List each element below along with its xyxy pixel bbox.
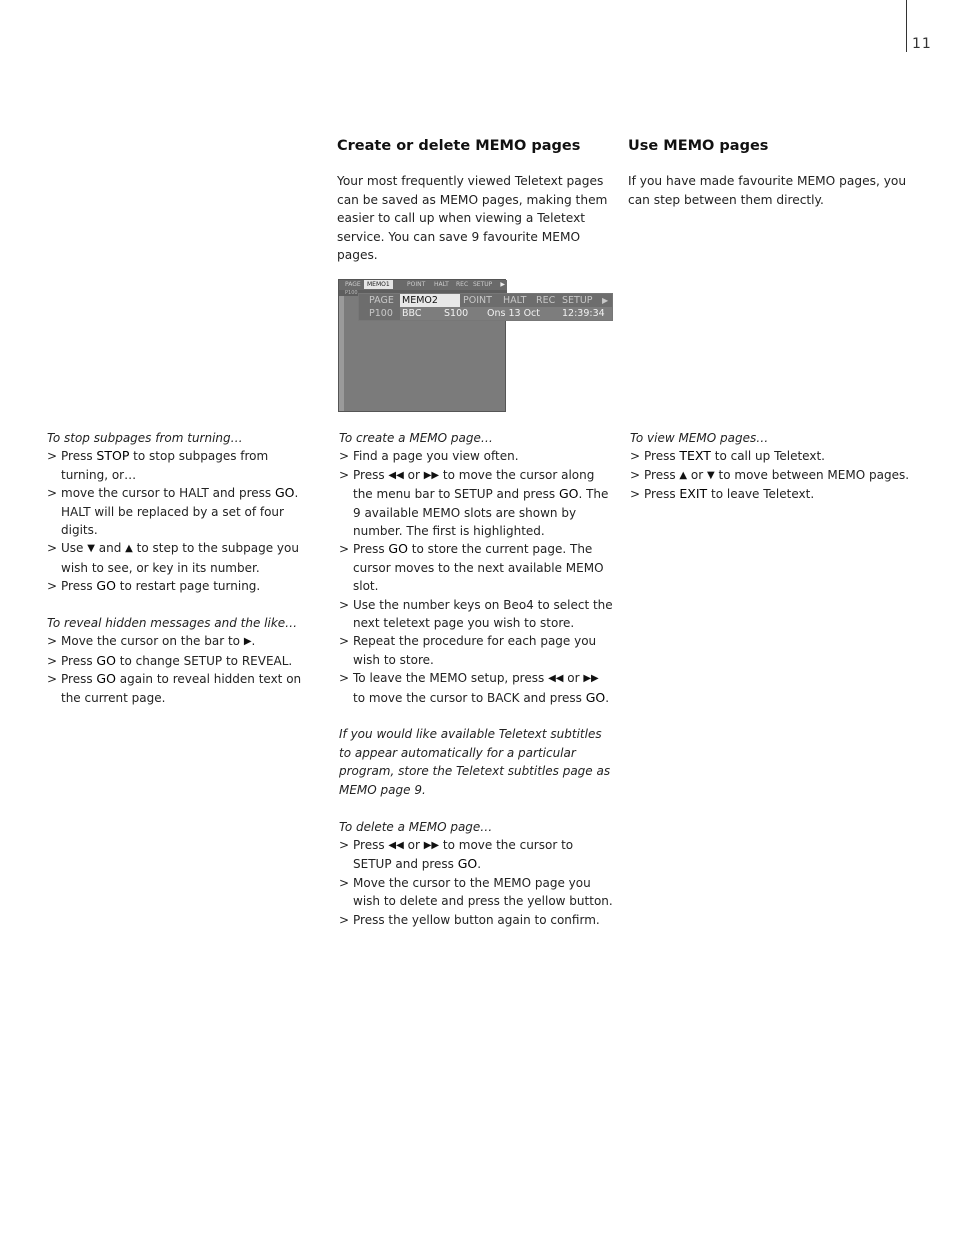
list-item: > Press GO again to reveal hidden text on the current page. — [47, 670, 317, 707]
list-item: > Press GO to change SETUP to REVEAL. — [47, 652, 317, 670]
menu-page-number: P100 — [369, 308, 393, 319]
list-item: > Press GO to restart page turning. — [47, 577, 317, 595]
menu-date: Ons 13 Oct — [487, 308, 541, 319]
menu-time: 12:39:34 — [562, 308, 605, 319]
bg-page-label: PAGE — [345, 281, 361, 288]
list-item: > Move the cursor on the bar to ▶. — [47, 632, 317, 651]
stop-key: STOP — [96, 448, 130, 464]
menu-rec-label: REC — [536, 295, 556, 306]
go-key: GO — [96, 671, 116, 687]
middle-column — [339, 429, 614, 929]
create-memo-title: To create a MEMO page… — [339, 431, 493, 445]
fast-forward-icon: ▶▶ — [583, 673, 599, 685]
go-key: GO — [388, 541, 408, 557]
list-item: > Press GO to store the current page. The cursor moves to the next available MEMO slot. — [339, 540, 614, 595]
menu-memo-label: MEMO2 — [402, 295, 438, 306]
reveal-hidden-list — [47, 632, 317, 707]
list-item: > Use ▼ and ▲ to step to the subpage you wish to see, or key in its number. — [47, 539, 317, 577]
list-item: > Press EXIT to leave Teletext. — [630, 485, 910, 503]
bg-point-label: POINT — [407, 281, 426, 288]
list-item: > Press TEXT to call up Teletext. — [630, 447, 910, 465]
list-item: > Press ▲ or ▼ to move between MEMO pages. — [630, 466, 910, 485]
view-memo-list — [630, 447, 910, 503]
screen-left-bar — [339, 280, 344, 411]
bg-arrow-icon: ▶ — [500, 281, 505, 288]
stop-subpages-list — [47, 447, 317, 595]
use-memo-intro: If you have made favourite MEMO pages, you can step between them directly. — [628, 174, 907, 207]
rewind-icon: ◀◀ — [548, 673, 564, 685]
menu-setup-label: SETUP — [562, 295, 593, 306]
go-key: GO — [274, 485, 295, 501]
list-item: > Find a page you view often. — [339, 447, 614, 465]
right-column — [630, 429, 910, 504]
right-arrow-icon: ▶ — [243, 636, 252, 648]
list-item: > Repeat the procedure for each page you wish to store. — [339, 632, 614, 669]
bg-memo-label: MEMO1 — [364, 280, 393, 289]
fast-forward-icon: ▶▶ — [423, 839, 440, 851]
menu-halt-label: HALT — [503, 295, 527, 306]
down-arrow-icon: ▼ — [707, 469, 715, 481]
left-column — [47, 429, 317, 707]
subtitles-note: If you would like available Teletext subtitles to appear automatically for a particular program, store the Teletext subtitles page as MEMO page 9. — [339, 727, 611, 797]
list-item: > Move the cursor to the MEMO page you wish to delete and press the yellow button. — [339, 874, 614, 911]
create-delete-heading: Create or delete MEMO pages — [337, 138, 581, 154]
menu-point-label: POINT — [463, 295, 492, 306]
menu-channel: BBC — [402, 308, 422, 319]
go-key: GO — [96, 578, 116, 594]
view-memo-title: To view MEMO pages… — [630, 431, 769, 445]
create-memo-list — [339, 447, 614, 707]
memo-menu-bar — [358, 293, 613, 321]
down-arrow-icon: ▼ — [87, 543, 95, 555]
list-item: > move the cursor to HALT and press GO. HALT will be replaced by a set of four digits. — [47, 484, 317, 539]
list-item: > Press the yellow button again to confirm. — [339, 911, 614, 929]
list-item: > To leave the MEMO setup, press ◀◀ or ▶▶ to move the cursor to BACK and press GO. — [339, 669, 614, 707]
page-number-rule — [906, 0, 907, 52]
exit-key: EXIT — [679, 486, 708, 502]
bg-page-number: P100 — [345, 290, 358, 296]
menu-arrow-icon: ▶ — [602, 296, 609, 305]
stop-subpages-title: To stop subpages from turning… — [47, 431, 243, 445]
up-arrow-icon: ▲ — [125, 543, 133, 555]
list-item: > Use the number keys on Beo4 to select the next teletext page you wish to store. — [339, 596, 614, 633]
create-delete-intro: Your most frequently viewed Teletext pages can be saved as MEMO pages, making them easier to call up when viewing a Teletext service. You can save 9 favourite MEMO pages. — [337, 174, 608, 263]
go-key: GO — [96, 652, 116, 668]
menu-subpage: S100 — [444, 308, 469, 319]
bg-rec-label: REC — [456, 281, 469, 288]
up-arrow-icon: ▲ — [679, 469, 688, 481]
menu-row-2 — [359, 307, 612, 320]
list-item: > Press ◀◀ or ▶▶ to move the cursor to SETUP and press GO. — [339, 836, 614, 874]
go-key: GO — [558, 486, 579, 502]
go-key: GO — [585, 689, 606, 705]
menu-row-1 — [359, 294, 612, 307]
page-number: 11 — [912, 36, 932, 52]
fast-forward-icon: ▶▶ — [423, 469, 440, 481]
list-item: > Press ◀◀ or ▶▶ to move the cursor along the menu bar to SETUP and press GO. The 9 available MEMO slots are shown by number. The first is highlighted. — [339, 466, 614, 541]
reveal-hidden-title: To reveal hidden messages and the like… — [47, 616, 298, 631]
bg-halt-label: HALT — [434, 281, 449, 288]
rewind-icon: ◀◀ — [388, 469, 404, 481]
delete-memo-title: To delete a MEMO page… — [339, 819, 493, 834]
menu-page-label: PAGE — [369, 295, 394, 306]
delete-memo-list — [339, 836, 614, 929]
bg-setup-label: SETUP — [473, 281, 493, 288]
go-key: GO — [457, 856, 478, 872]
rewind-icon: ◀◀ — [388, 839, 404, 851]
use-memo-heading: Use MEMO pages — [628, 138, 769, 154]
list-item: > Press STOP to stop subpages from turning, or… — [47, 447, 317, 484]
text-key: TEXT — [679, 448, 711, 464]
